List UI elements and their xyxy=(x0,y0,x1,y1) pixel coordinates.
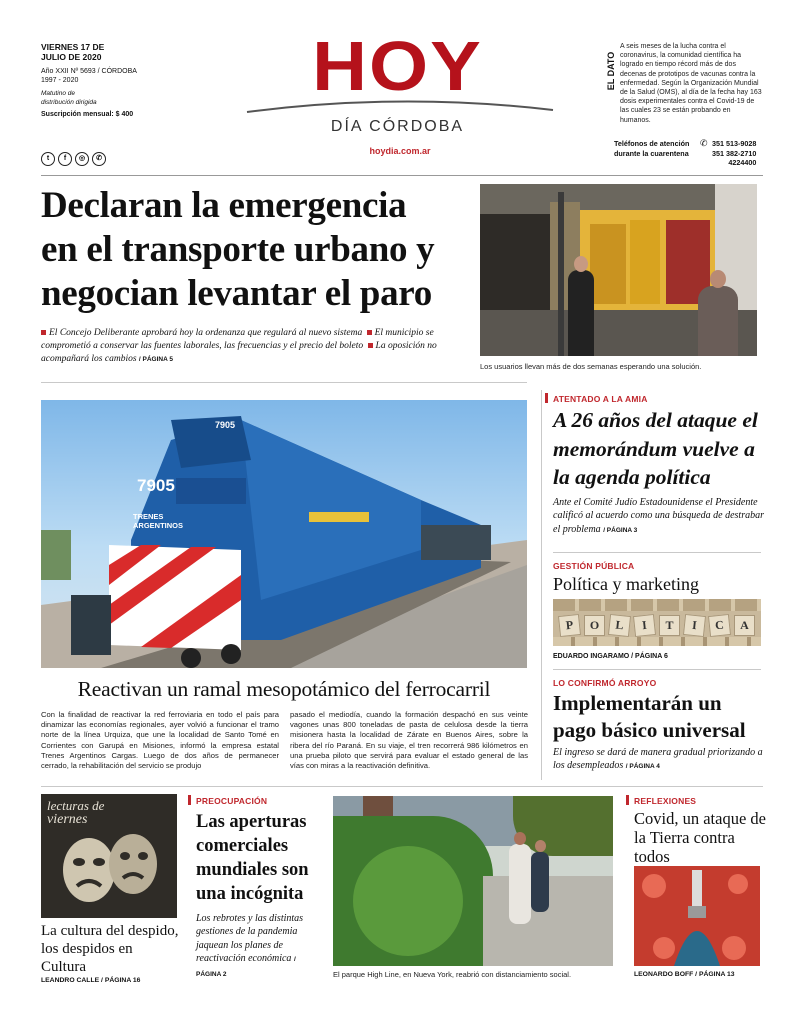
whatsapp-icon[interactable]: ✆ xyxy=(92,152,106,166)
confirmo-kicker: LO CONFIRMÓ ARROYO xyxy=(553,678,657,688)
logo: HOY xyxy=(312,27,483,106)
lead-photo-caption: Los usuarios llevan más de dos semanas esperando una solución. xyxy=(480,362,702,371)
cultura-overlay1: lecturas de xyxy=(47,798,105,813)
parque-photo xyxy=(333,796,613,966)
el-dato-text: A seis meses de la lucha contra el coronavirus, la comunidad científica ha logrado en tiempo récord más de dos decenas de prototipos de vacunas contra la enfermedad. Según la Organización Mundial de la Salud (OMS), al día de la fecha hay 163 dosis experimentales contra el Covid-19 de las cuales 23 se están probando en humanos. xyxy=(620,43,762,124)
loco-number-top: 7905 xyxy=(215,420,236,430)
letter-tile: O xyxy=(584,615,605,636)
lead-deck: El Concejo Deliberante aprobará hoy la ordenanza que regulará al nuevo sistema El municipio se comprometió a conservar las fuentes laborales, las frecuencias y el precio del boleto La oposición no acompañará los cambios / PÁGINA 5 xyxy=(41,328,437,364)
bullet-icon xyxy=(367,330,372,335)
train-headline: Reactivan un ramal mesopotámico del ferrocarril xyxy=(77,677,491,701)
right-column-divider xyxy=(541,390,542,780)
train-body-col2: pasado el mediodía, cuando la formación despachó en sus veinte vagones unas 800 toneladas de pasta de celulosa desde la tierra misionera hasta la localidad de Zárate en Buenos Aires, sobre la ribera del río Paraná. En su viaje, el tren recorrerá 986 kilómetros en una prueba piloto que servirá para evaluar el estado general de las vías con miras a la reactivación definitiva. xyxy=(290,710,528,771)
letter-tile: C xyxy=(708,614,731,637)
letter-tile: L xyxy=(608,614,631,637)
reflexiones-headline: Covid, un ataque de la Tierra contra todos xyxy=(634,809,766,866)
letter-tiles xyxy=(559,615,755,636)
preocupacion-kicker: PREOCUPACIÓN xyxy=(196,796,268,806)
loco-brand: TRENES ARGENTINOS xyxy=(133,512,184,530)
social-icons xyxy=(41,152,109,166)
logo-swoosh xyxy=(245,98,555,116)
cultura-photo xyxy=(41,794,177,918)
train-body-col1: Con la finalidad de reactivar la red ferroviaria en todo el país para dinamizar las economías regionales, ayer volvió a funcionar el tramo norte de la línea Urquiza, que une la localidad de Santo Tomé en Corrientes con Garupá en Misiones, informó la empresa estatal Trenes Argentinos Cargas. Luego de dos años de permanecer cerrado, la rehabilitación del servicio se produjo xyxy=(41,710,279,771)
gestion-photo xyxy=(553,599,761,646)
el-dato-label: EL DATO xyxy=(606,51,616,91)
letter-tile: I xyxy=(683,614,706,637)
letter-tile: I xyxy=(633,614,656,637)
amia-deck: Ante el Comité Judío Estadounidense el Presidente calificó al acuerdo como una búsqueda de destrabar el problema / PÁGINA 3 xyxy=(553,497,764,535)
reflexiones-byline: LEONARDO BOFF / PÁGINA 13 xyxy=(634,971,735,978)
logo-subtitle: DÍA CÓRDOBA xyxy=(330,118,465,135)
cultura-byline: LEANDRO CALLE / PÁGINA 16 xyxy=(41,977,141,984)
train-photo xyxy=(41,400,527,668)
parque-caption: El parque High Line, en Nueva York, reabrió con distanciamiento social. xyxy=(333,970,572,979)
cultura-overlay2: viernes xyxy=(47,812,88,827)
divider-gestion xyxy=(553,669,761,670)
confirmo-headline: Implementarán un pago básico universal xyxy=(553,691,746,742)
letter-tile: P xyxy=(558,614,581,637)
divider-bottom-row xyxy=(41,786,763,787)
reflexiones-kicker: REFLEXIONES xyxy=(634,796,697,806)
masthead-left xyxy=(41,42,181,118)
reflexiones-photo xyxy=(634,866,760,966)
amia-kicker-bar xyxy=(545,393,548,403)
twitter-icon[interactable]: t xyxy=(41,152,55,166)
letter-tile: T xyxy=(659,615,680,636)
gestion-headline: Política y marketing xyxy=(553,574,699,594)
bullet-icon xyxy=(368,343,373,348)
divider-lead xyxy=(41,382,527,383)
lead-headline: Declaran la emergencia en el transporte urbano y negocian levantar el paro xyxy=(41,185,435,314)
date: VIERNES 17 DE JULIO DE 2020 xyxy=(41,42,105,62)
bullet-icon xyxy=(41,330,46,335)
gestion-byline: EDUARDO INGARAMO / PÁGINA 6 xyxy=(553,653,668,660)
subscription: Suscripción mensual: $ 400 xyxy=(41,111,134,118)
edition: Año XXII Nº 5693 / CÓRDOBA 1997 - 2020 xyxy=(41,68,137,84)
preocupacion-deck: Los rebrotes y las distintas gestiones de la pandemia jaquean los planes de reactivación económica / PÁGINA 2 xyxy=(196,913,304,978)
divider-amia xyxy=(553,552,761,553)
lead-photo xyxy=(480,184,757,356)
phone-icon: ✆ xyxy=(700,138,708,148)
gestion-kicker: GESTIÓN PÚBLICA xyxy=(553,561,635,571)
preocupacion-headline: Las aperturas comerciales mundiales son una incógnita xyxy=(196,812,309,904)
website-link[interactable]: hoydia.com.ar xyxy=(369,146,431,156)
letter-tile: A xyxy=(734,615,755,636)
facebook-icon[interactable]: f xyxy=(58,152,72,166)
reflexiones-kicker-bar xyxy=(626,795,629,805)
confirmo-deck: El ingreso se dará de manera gradual priorizando a los desempleados / PÁGINA 4 xyxy=(553,747,763,772)
amia-kicker: ATENTADO A LA AMIA xyxy=(553,394,648,404)
amia-headline: A 26 años del ataque el memorándum vuelve a la agenda política xyxy=(553,408,758,489)
train-illustration xyxy=(41,400,527,668)
distribution: Matutino de distribución dirigida xyxy=(41,90,97,106)
preocupacion-kicker-bar xyxy=(188,795,191,805)
virus-illustration xyxy=(634,866,760,966)
masthead-divider xyxy=(41,175,763,176)
cultura-headline: La cultura del despido, los despidos en Cultura xyxy=(41,923,179,975)
instagram-icon[interactable]: ◎ xyxy=(75,152,89,166)
loco-number: 7905 xyxy=(137,476,175,495)
